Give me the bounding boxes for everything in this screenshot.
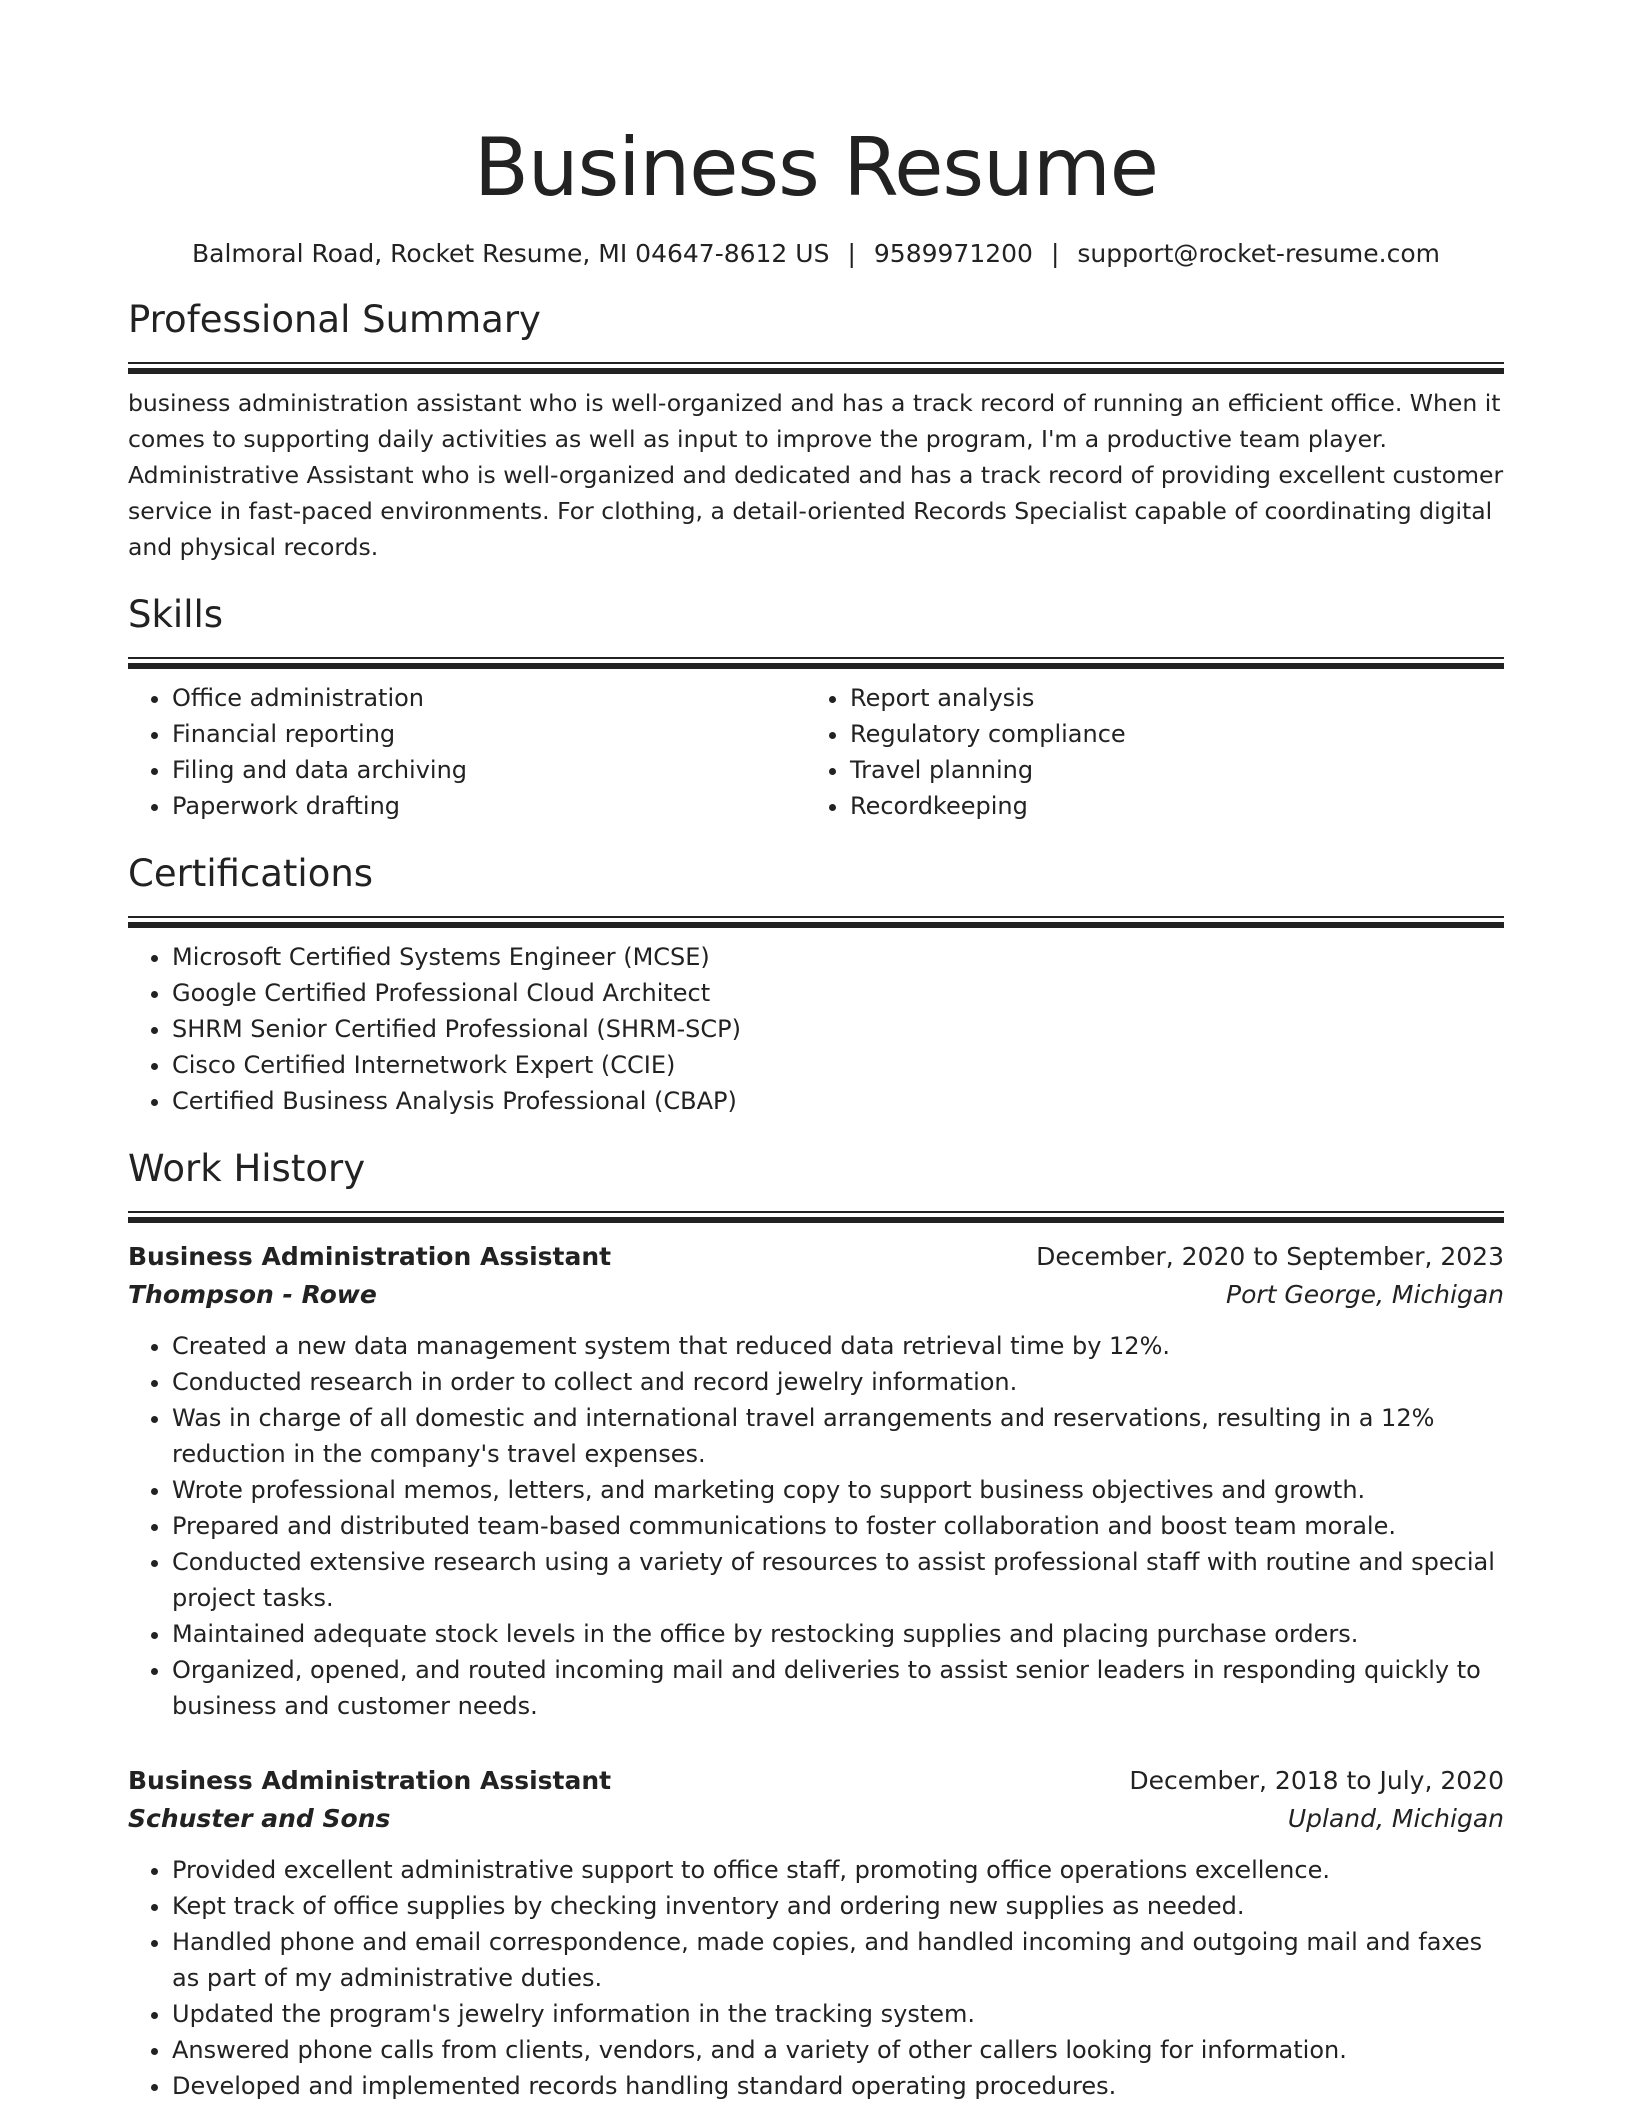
section-divider xyxy=(128,362,1504,375)
summary-text: business administration assistant who is well-organized and has a track record of running an efficient office. When it comes to supporting daily activities as well as input to improve the program, I'm a productive team player. Administrative Assistant who is well-organized and dedicated and has a track record of providing excellent customer service in fast-paced environments. For clothing, a detail-oriented Records Specialist capable of coordinating digital and physical records. xyxy=(128,389,1504,561)
certification-item: • Microsoft Certified Systems Engineer (MCSE) xyxy=(172,939,1504,975)
job-bullet: • Provided excellent administrative support to office staff, promoting office operations excellence. xyxy=(172,1852,1504,1888)
job-company: Thompson - Rowe xyxy=(128,1280,377,1309)
job-bullet: • Developed and implemented records handling standard operating procedures. xyxy=(172,2068,1504,2104)
skills-section xyxy=(128,591,1504,824)
certification-item: • SHRM Senior Certified Professional (SHRM-SCP) xyxy=(172,1011,1504,1047)
job-dates: December, 2020 to September, 2023 xyxy=(1036,1242,1504,1271)
job-bullet: • Conducted extensive research using a variety of resources to assist professional staff with routine and special project tasks. xyxy=(172,1544,1504,1616)
skill-item: • Financial reporting xyxy=(172,716,806,752)
skill-item: • Travel planning xyxy=(850,752,1484,788)
contact-address: Balmoral Road, Rocket Resume, MI 04647-8612 US xyxy=(191,239,830,268)
certification-item: • Cisco Certified Internetwork Expert (CCIE) xyxy=(172,1047,1504,1083)
job-bullet: • Handled phone and email correspondence, made copies, and handled incoming and outgoing mail and faxes as part of my administrative duties. xyxy=(172,1924,1504,1996)
job-title: Business Administration Assistant xyxy=(128,1242,612,1271)
section-divider xyxy=(128,916,1504,929)
job-bullet: • Kept track of office supplies by checking inventory and ordering new supplies as needed. xyxy=(172,1888,1504,1924)
section-title-summary: Professional Summary xyxy=(128,298,541,341)
skill-item: • Regulatory compliance xyxy=(850,716,1484,752)
job-company: Schuster and Sons xyxy=(128,1804,391,1833)
certifications-list xyxy=(128,939,1504,1119)
job-title: Business Administration Assistant xyxy=(128,1766,612,1795)
job-bullet: • Organized, opened, and routed incoming mail and deliveries to assist senior leaders in responding quickly to business and customer needs. xyxy=(172,1652,1504,1724)
certification-item: • Certified Business Analysis Professional (CBAP) xyxy=(172,1083,1504,1119)
job-bullets xyxy=(128,1328,1504,1724)
resume-name: Business Resume xyxy=(474,121,1158,214)
contact-phone: 9589971200 xyxy=(873,239,1033,268)
skills-grid xyxy=(128,670,1504,824)
contact-email: support@rocket-resume.com xyxy=(1077,239,1441,268)
skill-item: • Office administration xyxy=(172,680,806,716)
job-bullet: • Prepared and distributed team-based communications to foster collaboration and boost team morale. xyxy=(172,1508,1504,1544)
certification-item: • Google Certified Professional Cloud Architect xyxy=(172,975,1504,1011)
job-bullet: • Was in charge of all domestic and international travel arrangements and reservations, resulting in a 12% reduction in the company's travel expenses. xyxy=(172,1400,1504,1472)
section-divider xyxy=(128,1211,1504,1224)
job-dates: December, 2018 to July, 2020 xyxy=(1129,1766,1504,1795)
skills-list-right xyxy=(806,680,1484,824)
contact-separator: | xyxy=(847,239,856,268)
job-bullet: • Updated the program's jewelry information in the tracking system. xyxy=(172,1996,1504,2032)
skill-item: • Recordkeeping xyxy=(850,788,1484,824)
resume-page xyxy=(128,0,1504,2104)
job-bullet: • Created a new data management system that reduced data retrieval time by 12%. xyxy=(172,1328,1504,1364)
job-bullets xyxy=(128,1852,1504,2104)
skills-list-left xyxy=(128,680,806,824)
job-entry xyxy=(128,1762,1504,2104)
work-history-section xyxy=(128,1145,1504,2104)
skill-item: • Report analysis xyxy=(850,680,1484,716)
section-title-work-history: Work History xyxy=(128,1147,366,1190)
section-title-skills: Skills xyxy=(128,593,224,636)
section-title-certifications: Certifications xyxy=(128,852,374,895)
contact-line xyxy=(128,238,1504,270)
job-bullet: • Answered phone calls from clients, vendors, and a variety of other callers looking for information. xyxy=(172,2032,1504,2068)
job-entry xyxy=(128,1238,1504,1724)
job-bullet: • Wrote professional memos, letters, and marketing copy to support business objectives and growth. xyxy=(172,1472,1504,1508)
section-divider xyxy=(128,657,1504,670)
certifications-section xyxy=(128,850,1504,1119)
summary-section xyxy=(128,296,1504,565)
job-location: Port George, Michigan xyxy=(1226,1280,1504,1309)
job-location: Upland, Michigan xyxy=(1287,1804,1504,1833)
skill-item: • Filing and data archiving xyxy=(172,752,806,788)
job-bullet: • Conducted research in order to collect and record jewelry information. xyxy=(172,1364,1504,1400)
contact-separator: | xyxy=(1050,239,1060,268)
job-bullet: • Maintained adequate stock levels in the office by restocking supplies and placing purchase orders. xyxy=(172,1616,1504,1652)
skill-item: • Paperwork drafting xyxy=(172,788,806,824)
